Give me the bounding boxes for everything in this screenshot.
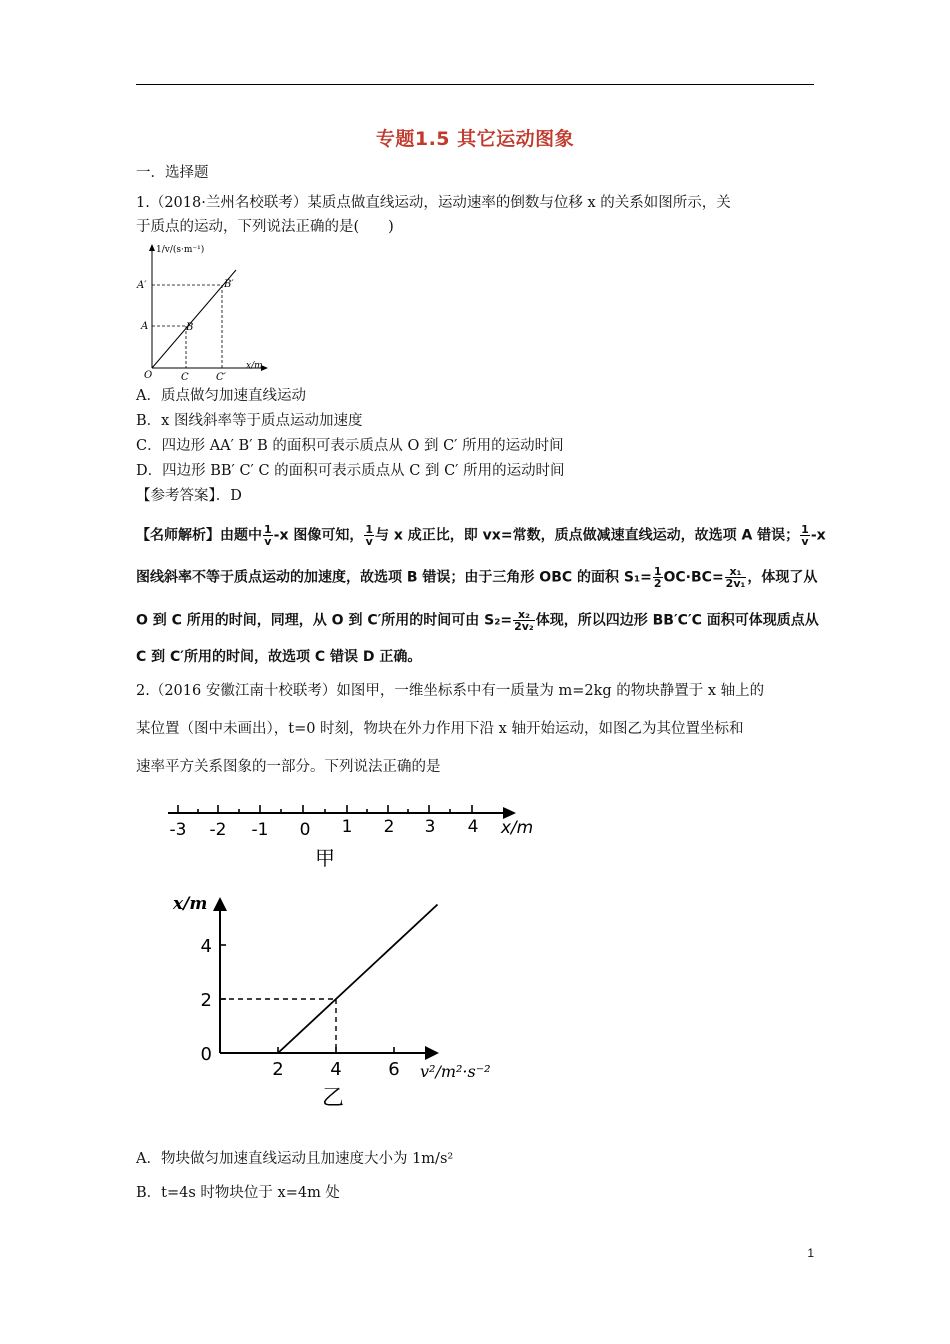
q1-option-d: D．四边形 BB′ C′ C 的面积可表示质点从 C 到 C′ 所用的运动时间 [136, 463, 565, 479]
yi-ytick-label: 2 [200, 990, 212, 1011]
q2-axis-jia [160, 795, 560, 875]
q2-stem-line2: 某位置（图中未画出），t=0 时刻，物块在外力作用下沿 x 轴开始运动，如图乙为其位置坐标和 [136, 721, 744, 737]
jia-tick-neg3: -3 [169, 820, 187, 840]
q1-option-a: A．质点做匀加速直线运动 [136, 388, 306, 404]
q1-origin: O [144, 370, 153, 380]
yi-caption: 乙 [321, 1086, 345, 1111]
frac-1-over-v-2: $\frac{1}{v}$ [365, 523, 374, 548]
q1-label-b: B [186, 322, 194, 333]
analysis-l2c: ，体现了从 [747, 569, 818, 586]
analysis-l2a: 图线斜率不等于质点运动的加速度，故选项 B 错误；由于三角形 OBC 的面积 S₁= [136, 569, 652, 586]
jia-caption: 甲 [315, 846, 335, 870]
q1-label-a: A [141, 321, 149, 332]
yi-y-arrow [213, 897, 227, 911]
q1-option-b: B．x 图线斜率等于质点运动加速度 [136, 413, 363, 429]
header-rule [136, 84, 814, 85]
yi-ylabel: x/m [173, 894, 208, 914]
q1-ylabel: 1/v/(s·m⁻¹) [156, 245, 205, 255]
jia-tick-0: 0 [299, 820, 311, 840]
q1-stem-line1: 1.（2018·兰州名校联考）某质点做直线运动，运动速率的倒数与位移 x 的关系如图所示，关 [136, 195, 731, 211]
analysis-l3a: O 到 C 所用的时间，同理，从 O 到 C′所用的时间可由 S₂= [136, 612, 513, 629]
jia-tick-neg2: -2 [209, 820, 227, 840]
jia-tick-3: 3 [424, 817, 436, 837]
frac-x2: $\frac{\text{x₂}}{\text{2v₂}}$ [514, 608, 534, 633]
analysis-tag: 【名师解析】 [136, 527, 220, 544]
analysis-l1d: -x [810, 527, 826, 544]
q1-graph [136, 240, 281, 380]
q1-label-a-prime: A′ [137, 280, 147, 291]
analysis-l3b: 体现，所以四边形 BB′C′C 面积可体现质点从 [535, 612, 819, 629]
yi-series-line [220, 905, 438, 1054]
q1-analysis-line1 [136, 524, 826, 547]
yi-xtick-label: 2 [272, 1059, 284, 1080]
yi-xtick-label: 6 [388, 1059, 400, 1080]
q1-analysis-line2 [136, 566, 817, 589]
q1-label-c: C [181, 372, 189, 380]
q2-stem-line1: 2.（2016 安徽江南十校联考）如图甲，一维坐标系中有一质量为 m=2kg 的物块静置于 x 轴上的 [136, 683, 765, 699]
frac-1-over-v-3: $\frac{1}{v}$ [801, 523, 809, 548]
q1-option-c: C．四边形 AA′ B′ B 的面积可表示质点从 O 到 C′ 所用的运动时间 [136, 438, 564, 454]
q1-stem-line2: 于质点的运动，下列说法正确的是( ) [136, 219, 394, 235]
analysis-l1b: -x 图像可知， [273, 527, 364, 544]
section-heading: 一．选择题 [136, 165, 209, 181]
q1-answer: 【参考答案】．D [136, 488, 242, 504]
yi-xtick-label: 4 [330, 1059, 342, 1080]
page-title: 专题1.5 其它运动图象 [375, 128, 575, 150]
yi-ytick-label: 4 [200, 936, 212, 957]
jia-tick-neg1: -1 [251, 820, 269, 840]
q1-label-c-prime: C′ [216, 372, 226, 380]
q2-chart-yi [165, 885, 525, 1115]
frac-1-over-v: $\frac{1}{v}$ [264, 523, 272, 548]
analysis-l1a: 由题中 [220, 527, 262, 544]
yi-ytick-label: 0 [200, 1044, 212, 1065]
q1-y-arrow [149, 244, 155, 251]
analysis-l2b: OC·BC= [663, 569, 724, 586]
q1-xlabel: x/m [246, 361, 263, 371]
analysis-l1c: 与 x 成正比，即 vx=常数，质点做减速直线运动，故选项 A 错误； [375, 527, 800, 544]
jia-tick-1: 1 [341, 817, 353, 837]
q2-option-b: B．t=4s 时物块位于 x=4m 处 [136, 1185, 340, 1201]
frac-x1: $\frac{\text{x₁}}{\text{2v₁}}$ [725, 565, 746, 590]
jia-xlabel: x/m [500, 818, 534, 838]
frac-half: $\frac{1}{2}$ [653, 565, 662, 590]
q1-analysis-line3 [136, 609, 819, 632]
q1-label-b-prime: B′ [224, 279, 234, 290]
jia-tick-4: 4 [467, 817, 479, 837]
q2-option-a: A．物块做匀加速直线运动且加速度大小为 1m/s² [136, 1151, 454, 1167]
page-number: 1 [807, 1246, 814, 1260]
yi-xlabel: v²/m²·s⁻² [420, 1062, 491, 1081]
yi-x-arrow [425, 1046, 439, 1060]
jia-tick-2: 2 [383, 817, 395, 837]
q2-stem-line3: 速率平方关系图象的一部分。下列说法正确的是 [136, 759, 441, 775]
q1-analysis-line4: C 到 C′所用的时间，故选项 C 错误 D 正确。 [136, 649, 422, 665]
